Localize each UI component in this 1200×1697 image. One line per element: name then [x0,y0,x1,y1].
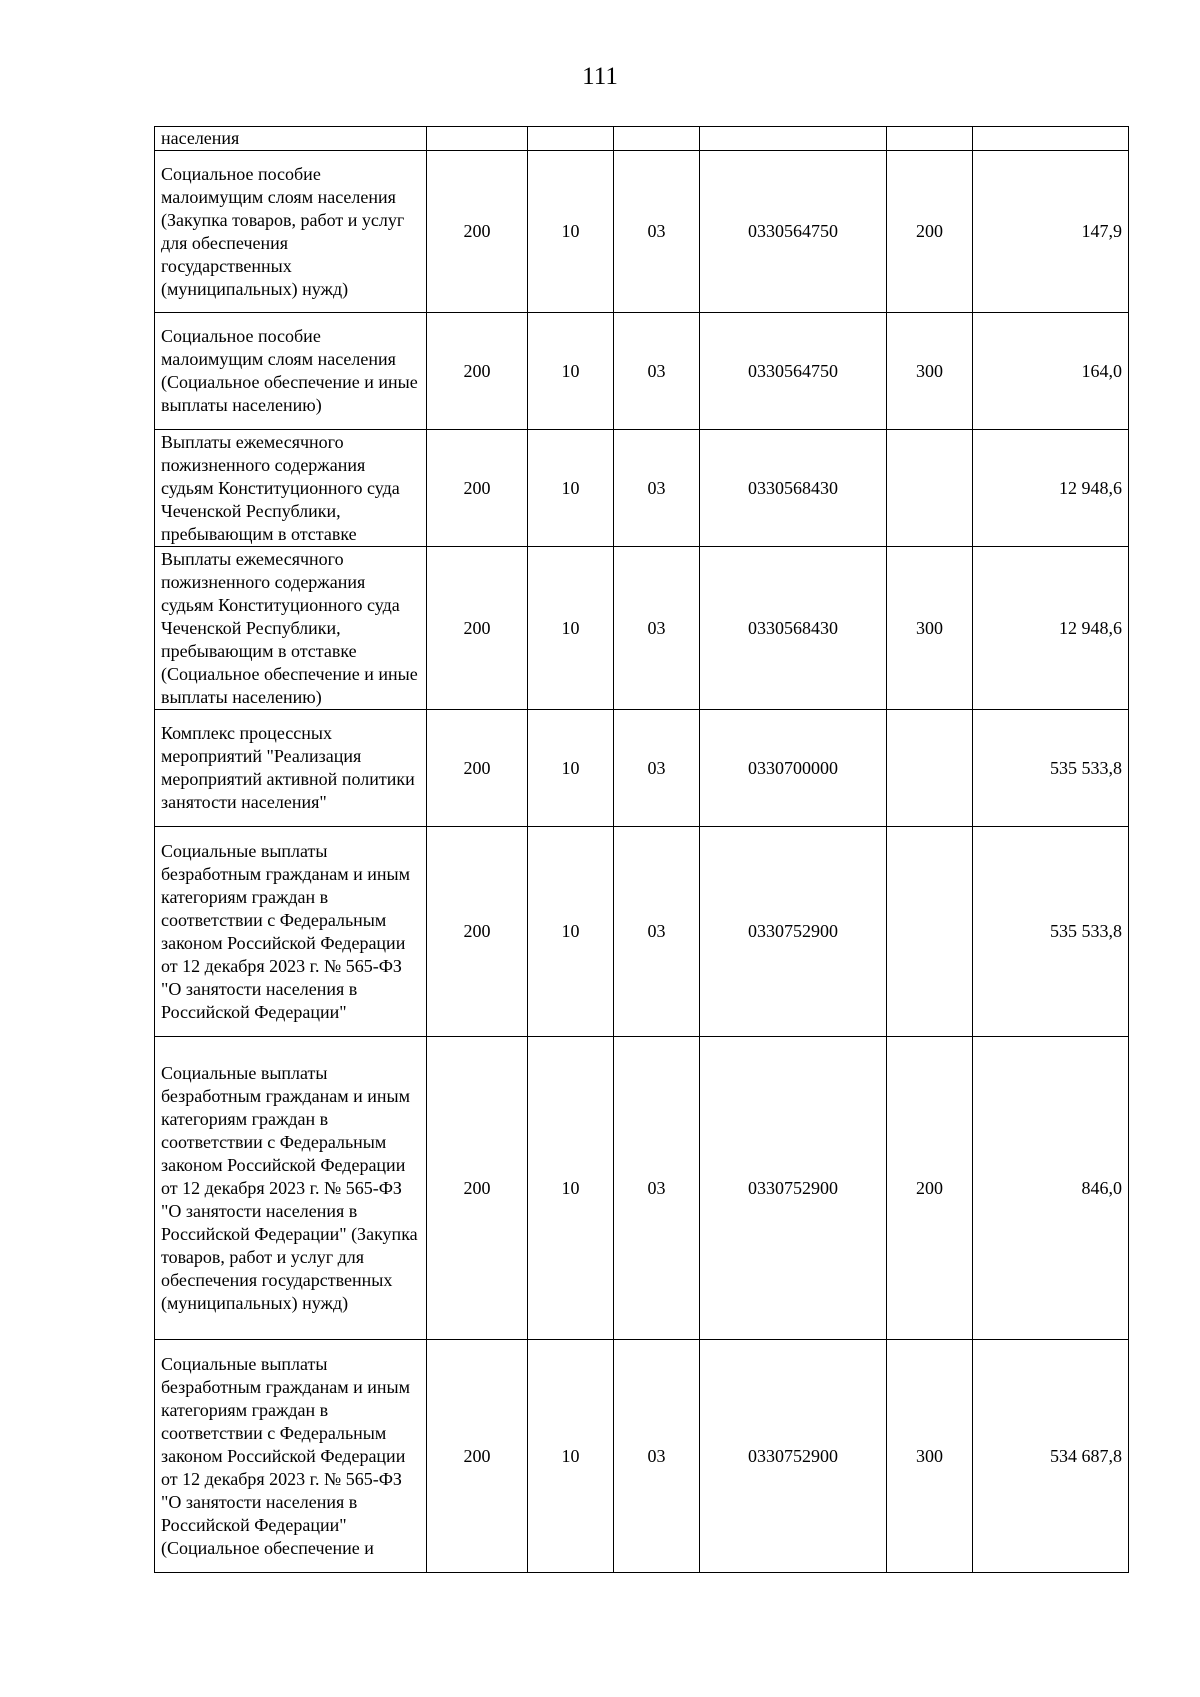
cell-amount: 12 948,6 [973,547,1129,710]
cell-target: 0330568430 [700,547,887,710]
cell-subsection [614,127,700,151]
cell-name: Социальные выплаты безработным гражданам и иным категориям граждан в соответствии с Федеральным законом Российской Федерации от 12 декабря 2023 г. № 565-ФЗ "О занятости населения в Российской Федерации" (Социальное обеспечение и [155,1340,427,1573]
cell-ministry: 200 [427,827,528,1037]
table-row [155,430,1129,547]
cell-amount: 147,9 [973,151,1129,313]
cell-section: 10 [528,430,614,547]
cell-section: 10 [528,827,614,1037]
cell-target: 0330752900 [700,1037,887,1340]
cell-subsection: 03 [614,710,700,827]
cell-amount [973,127,1129,151]
cell-subsection: 03 [614,1037,700,1340]
cell-target: 0330564750 [700,151,887,313]
cell-name: Выплаты ежемесячного пожизненного содержания судьям Конституционного суда Чеченской Республики, пребывающим в отставке [155,430,427,547]
cell-ministry: 200 [427,710,528,827]
cell-expense-type [887,430,973,547]
cell-ministry: 200 [427,430,528,547]
table-row [155,127,1129,151]
table-row [155,827,1129,1037]
cell-name: населения [155,127,427,151]
cell-expense-type: 300 [887,547,973,710]
cell-expense-type: 300 [887,313,973,430]
cell-target: 0330700000 [700,710,887,827]
cell-section: 10 [528,547,614,710]
cell-expense-type [887,710,973,827]
cell-ministry: 200 [427,151,528,313]
cell-target: 0330752900 [700,1340,887,1573]
cell-section: 10 [528,1037,614,1340]
cell-expense-type: 200 [887,1037,973,1340]
cell-amount: 535 533,8 [973,827,1129,1037]
cell-ministry: 200 [427,1037,528,1340]
cell-expense-type [887,127,973,151]
cell-ministry: 200 [427,313,528,430]
cell-section: 10 [528,151,614,313]
cell-expense-type: 200 [887,151,973,313]
table-row [155,313,1129,430]
cell-ministry: 200 [427,547,528,710]
page-number: 111 [582,63,618,90]
cell-expense-type: 300 [887,1340,973,1573]
cell-target: 0330568430 [700,430,887,547]
cell-expense-type [887,827,973,1037]
cell-amount: 846,0 [973,1037,1129,1340]
cell-name: Социальные выплаты безработным гражданам и иным категориям граждан в соответствии с Федеральным законом Российской Федерации от 12 декабря 2023 г. № 565-ФЗ "О занятости населения в Российской Федерации" [155,827,427,1037]
cell-name: Выплаты ежемесячного пожизненного содержания судьям Конституционного суда Чеченской Республики, пребывающим в отставке (Социальное обеспечение и иные выплаты населению) [155,547,427,710]
cell-target: 0330752900 [700,827,887,1037]
table-row [155,1340,1129,1573]
cell-name: Социальные выплаты безработным гражданам и иным категориям граждан в соответствии с Федеральным законом Российской Федерации от 12 декабря 2023 г. № 565-ФЗ "О занятости населения в Российской Федерации" (Закупка товаров, работ и услуг для обеспечения государственных (муниципальных) нужд) [155,1037,427,1340]
table-row [155,1037,1129,1340]
cell-subsection: 03 [614,151,700,313]
cell-ministry: 200 [427,1340,528,1573]
cell-subsection: 03 [614,430,700,547]
cell-amount: 12 948,6 [973,430,1129,547]
table-row [155,547,1129,710]
cell-name: Социальное пособие малоимущим слоям населения (Социальное обеспечение и иные выплаты населению) [155,313,427,430]
table-row [155,710,1129,827]
table-row [155,151,1129,313]
cell-subsection: 03 [614,827,700,1037]
cell-section [528,127,614,151]
cell-subsection: 03 [614,1340,700,1573]
cell-amount: 164,0 [973,313,1129,430]
cell-name: Комплекс процессных мероприятий "Реализация мероприятий активной политики занятости населения" [155,710,427,827]
cell-section: 10 [528,710,614,827]
cell-amount: 535 533,8 [973,710,1129,827]
cell-section: 10 [528,313,614,430]
cell-subsection: 03 [614,313,700,430]
cell-ministry [427,127,528,151]
cell-subsection: 03 [614,547,700,710]
cell-target: 0330564750 [700,313,887,430]
budget-table [154,126,1129,1573]
cell-amount: 534 687,8 [973,1340,1129,1573]
cell-name: Социальное пособие малоимущим слоям населения (Закупка товаров, работ и услуг для обеспечения государственных (муниципальных) нужд) [155,151,427,313]
cell-section: 10 [528,1340,614,1573]
cell-target [700,127,887,151]
